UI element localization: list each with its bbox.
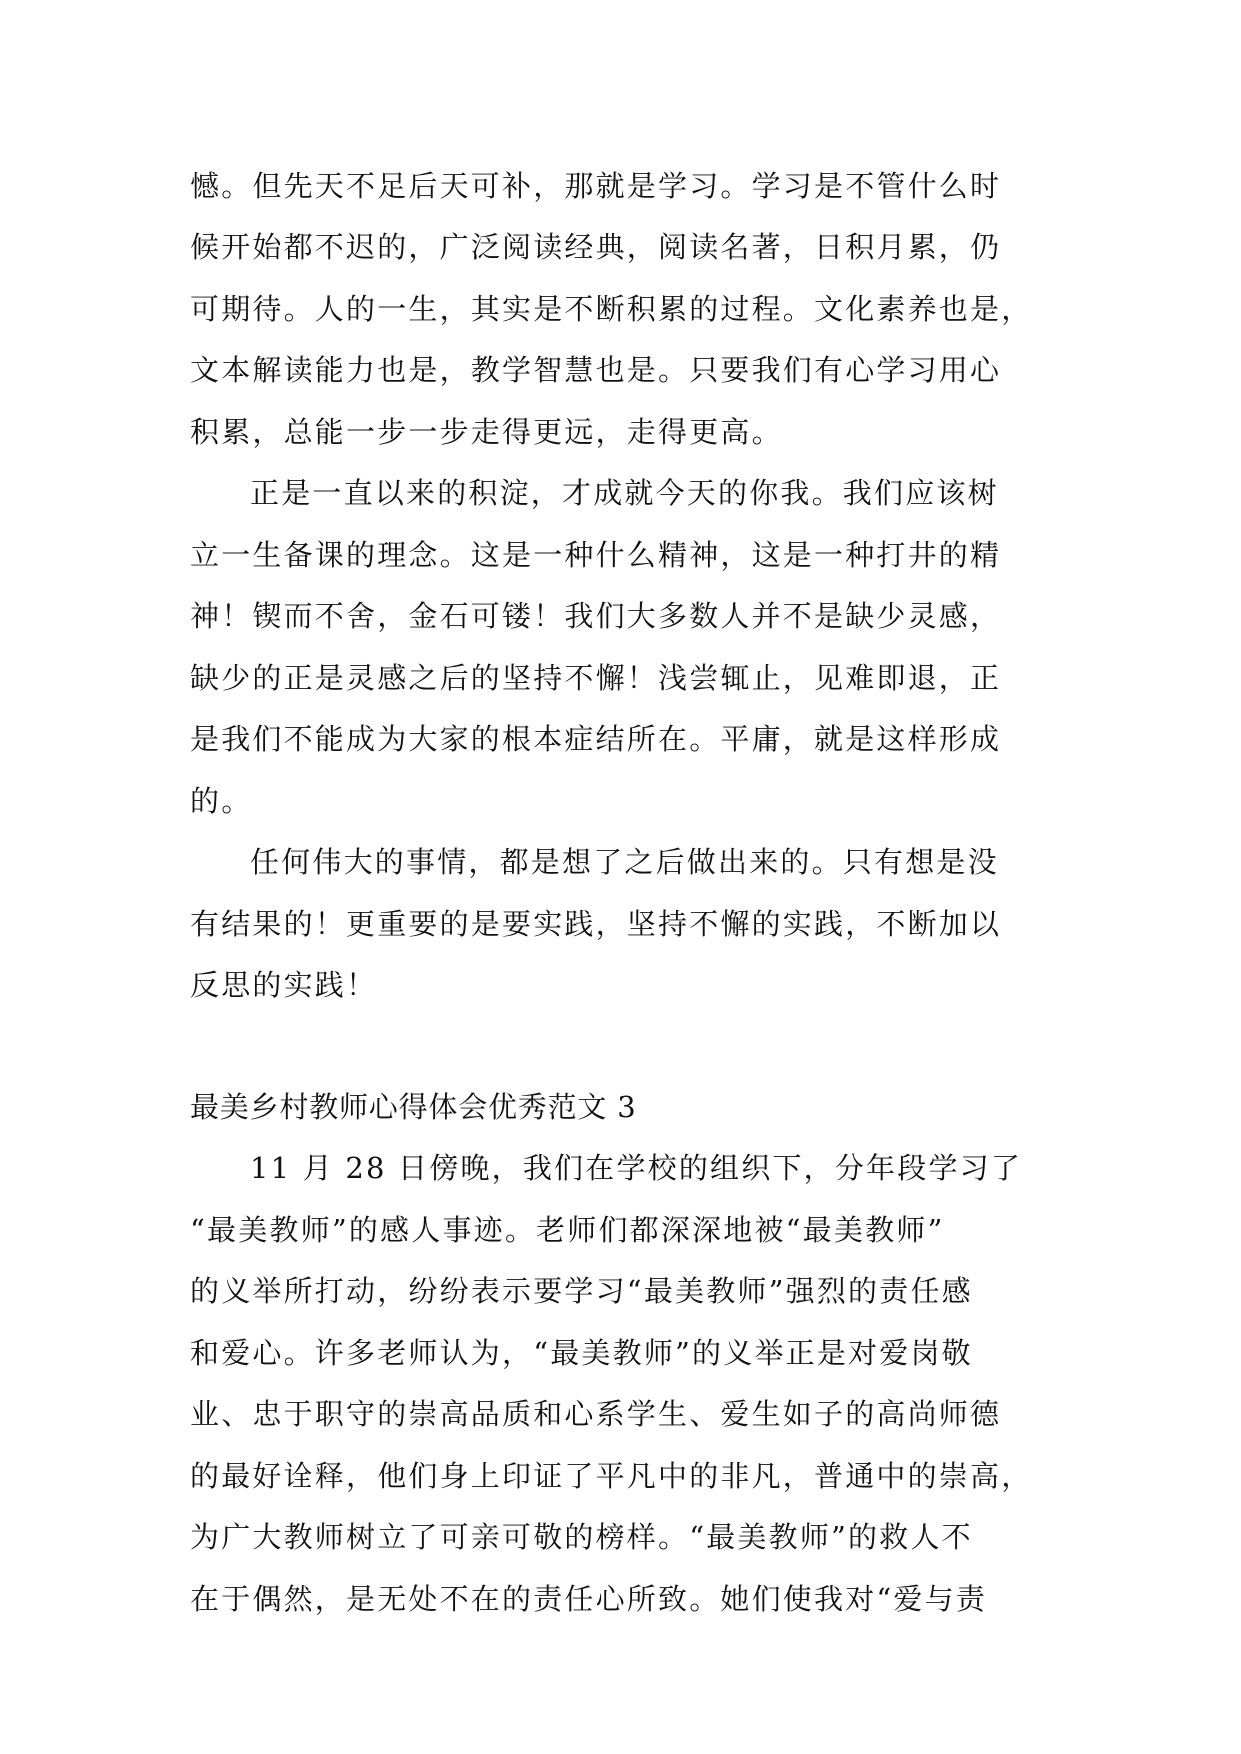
text-line: 文本解读能力也是，教学智慧也是。只要我们有心学习用心 [190,353,1002,387]
text-line: 可期待。人的一生，其实是不断积累的过程。文化素养也是， [190,292,1033,326]
text-line: 是我们不能成为大家的根本症结所在。平庸，就是这样形成 [190,722,1002,756]
text-line: 任何伟大的事情，都是想了之后做出来的。只有想是没 [250,845,999,879]
text-line: 的最好诠释，他们身上印证了平凡中的非凡，普通中的崇高， [190,1459,1033,1493]
section-heading: 最美乡村教师心得体会优秀范文 3 [190,1090,637,1124]
text-line: 的义举所打动，纷纷表示要学习“最美教师”强烈的责任感 [190,1274,973,1308]
text-line: 和爱心。许多老师认为，“最美教师”的义举正是对爱岗敬 [190,1336,973,1370]
text-line: 在于偶然，是无处不在的责任心所致。她们使我对“爱与责 [190,1582,988,1616]
text-line: 积累，总能一步一步走得更远，走得更高。 [190,415,783,449]
text-line: 的。 [190,784,253,818]
text-line: 11 月 28 日傍晚，我们在学校的组织下，分年段学习了 [250,1151,1023,1185]
text-line: 有结果的！更重要的是要实践，坚持不懈的实践，不断加以 [190,907,1002,941]
text-line: 候开始都不迟的，广泛阅读经典，阅读名著，日积月累，仍 [190,230,1002,264]
text-line: 正是一直以来的积淀，才成就今天的你我。我们应该树 [250,476,999,510]
text-line: 业、忠于职守的崇高品质和心系学生、爱生如子的高尚师德 [190,1397,1002,1431]
text-line: 为广大教师树立了可亲可敬的榜样。“最美教师”的救人不 [190,1520,973,1554]
text-line: 憾。但先天不足后天可补，那就是学习。学习是不管什么时 [190,169,1002,203]
text-line: 神！锲而不舍，金石可镂！我们大多数人并不是缺少灵感， [190,599,1002,633]
text-line: 立一生备课的理念。这是一种什么精神，这是一种打井的精 [190,538,1002,572]
text-line: “最美教师”的感人事迹。老师们都深深地被“最美教师” [190,1213,945,1247]
text-line: 反思的实践！ [190,968,378,1002]
text-line: 缺少的正是灵感之后的坚持不懈！浅尝辄止，见难即退，正 [190,661,1002,695]
